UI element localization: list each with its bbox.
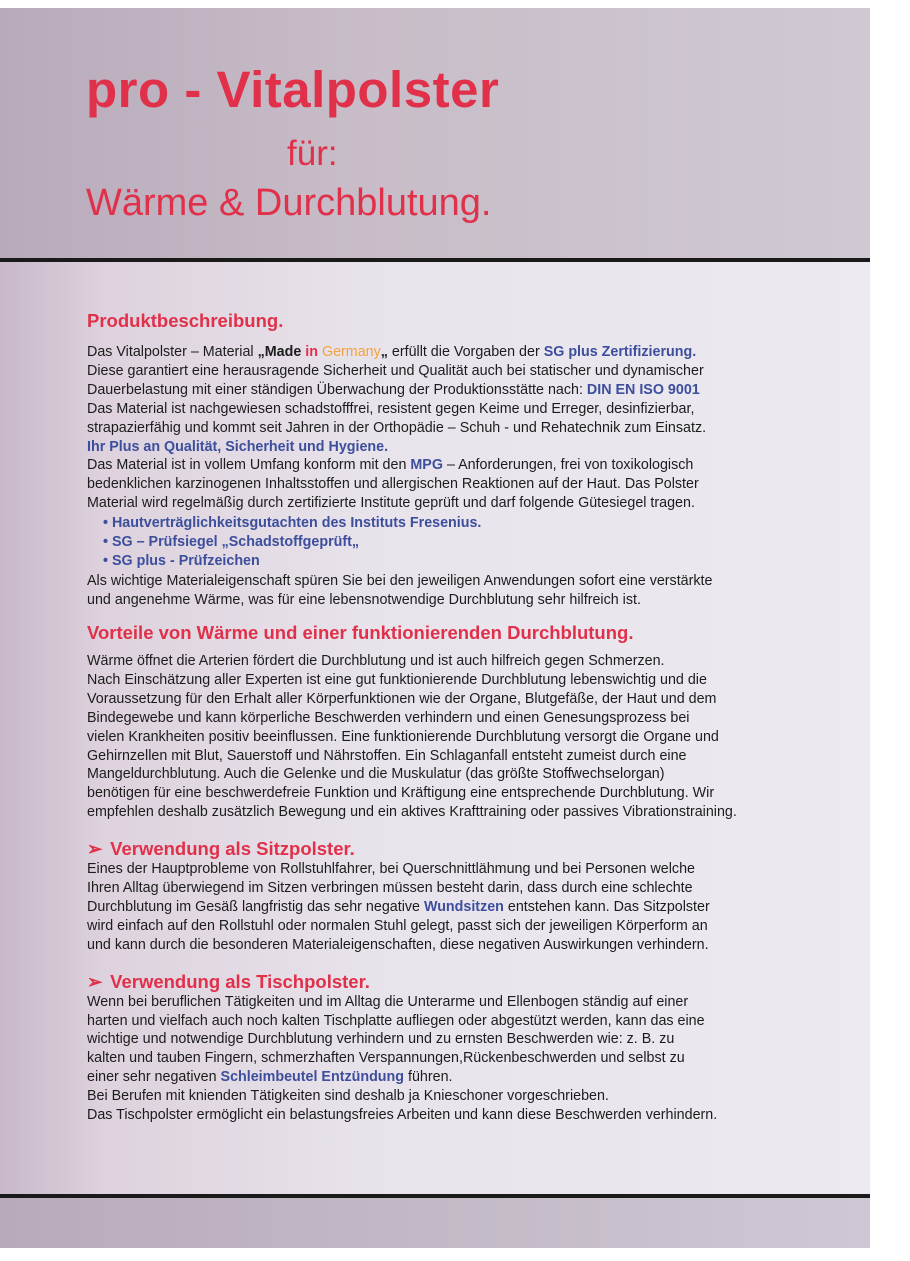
- paragraph-line: Bei Berufen mit knienden Tätigkeiten sind deshalb ja Knieschoner vorgeschrieben.: [87, 1088, 609, 1105]
- text-run: einer sehr negativen: [87, 1069, 221, 1086]
- text-run: führen.: [404, 1069, 453, 1086]
- arrow-bullet-icon: ➢: [87, 838, 103, 860]
- list-item: • SG plus - Prüfzeichen: [103, 553, 260, 570]
- text-made: „Made: [257, 344, 306, 360]
- paragraph-line: [87, 456, 827, 475]
- arrow-bullet-icon: ➢: [87, 970, 103, 992]
- paragraph-line: Wenn bei beruflichen Tätigkeiten und im Alltag die Unterarme und Ellenbogen ständig auf einer: [87, 993, 689, 1010]
- paragraph-line: Diese garantiert eine herausragende Sicherheit und Qualität auch bei statischer und dynamischer: [87, 362, 704, 379]
- paragraph-line: Mangeldurchblutung. Auch die Gelenke und die Muskulatur (das größte Stoffwechselorgan): [87, 766, 665, 783]
- paragraph-line: Voraussetzung für den Erhalt aller Körperfunktionen wie der Organe, Blutgefäße, der Haut und dem: [87, 690, 717, 707]
- paragraph-line: Das Tischpolster ermöglicht ein belastungsfreies Arbeiten und kann diese Beschwerden verhindern.: [87, 1107, 718, 1124]
- text-sg-plus-zertifizierung: SG plus Zertifizierung.: [543, 344, 697, 360]
- text-run: erfüllt die Vorgaben der: [387, 344, 544, 360]
- paragraph-line: [87, 381, 827, 400]
- text-quote: „: [380, 344, 388, 360]
- paragraph-line: strapazierfähig und kommt seit Jahren in der Orthopädie – Schuh - und Rehatechnik zum Einsatz.: [87, 419, 707, 436]
- paragraph-line: bedenklichen karzinogenen Inhaltsstoffen und allergischen Reaktionen auf der Haut. Das Polster: [87, 476, 699, 493]
- paragraph-line: Gehirnzellen mit Blut, Sauerstoff und Nährstoffen. Ein Schlaganfall entsteht zumeist durch eine: [87, 747, 687, 764]
- seal-list: [103, 514, 827, 571]
- section-heading-vorteile: Vorteile von Wärme und einer funktionierenden Durchblutung.: [87, 621, 634, 643]
- text-run: Durchblutung im Gesäß langfristig das sehr negative: [87, 898, 424, 915]
- section-heading-tischpolster: [87, 971, 827, 993]
- section-heading-sitzpolster: [87, 838, 827, 860]
- text-run: Das Vitalpolster – Material: [87, 344, 258, 360]
- paragraph-line: Als wichtige Materialeigenschaft spüren Sie bei den jeweiligen Anwendungen sofort eine verstärkte: [87, 573, 713, 590]
- paragraph-line: Nach Einschätzung aller Experten ist eine gut funktionierende Durchblutung lebenswichtig und die: [87, 671, 707, 688]
- list-item: • SG – Prüfsiegel „Schadstoffgeprüft„: [103, 534, 360, 551]
- paragraph-line: und kann durch die besonderen Materialeigenschaften, diese negativen Auswirkungen verhindern.: [87, 936, 709, 953]
- paragraph-line: und angenehme Wärme, was für eine lebensnotwendige Durchblutung sehr hilfreich ist.: [87, 592, 641, 609]
- footer-divider: [0, 1194, 870, 1198]
- paragraph-line: harten und vielfach auch noch kalten Tischplatte aufliegen oder abgestützt werden, kann das eine: [87, 1012, 705, 1029]
- page-subtitle-for: für:: [287, 134, 338, 173]
- footer-band: [0, 1198, 870, 1248]
- paragraph-line: kalten und tauben Fingern, schmerzhaften Verspannungen,Rückenbeschwerden und selbst zu: [87, 1050, 685, 1067]
- document-body: [87, 309, 827, 1125]
- heading-text: Verwendung als Tischpolster.: [110, 970, 370, 992]
- section-heading-produktbeschreibung: Produktbeschreibung.: [87, 310, 284, 331]
- text-schleimbeutel: Schleimbeutel Entzündung: [220, 1069, 405, 1086]
- paragraph-line: [87, 343, 827, 362]
- text-mpg: MPG: [410, 457, 443, 474]
- text-germany: Germany: [321, 344, 381, 360]
- heading-text: Verwendung als Sitzpolster.: [110, 838, 355, 860]
- text-din-iso: DIN EN ISO 9001: [586, 381, 700, 398]
- paragraph-line: benötigen für eine beschwerdefreie Funktion und Kräftigung eine entsprechende Durchblutung. Wir: [87, 785, 715, 802]
- paragraph-line: empfehlen deshalb zusätzlich Bewegung und ein aktives Krafttraining oder passives Vibrationstraining.: [87, 804, 737, 821]
- paragraph-line: [87, 1068, 827, 1087]
- list-item: • Hautverträglichkeitsgutachten des Instituts Fresenius.: [103, 515, 482, 532]
- text-run: Dauerbelastung mit einer ständigen Überwachung der Produktionsstätte nach:: [87, 381, 587, 398]
- paragraph-line: vielen Krankheiten positiv beeinflussen. Eine funktionierende Durchblutung versorgt die Organe und: [87, 728, 719, 745]
- highlight-line: Ihr Plus an Qualität, Sicherheit und Hygiene.: [87, 438, 389, 455]
- header-divider: [0, 258, 870, 262]
- text-in: in: [305, 344, 322, 360]
- paragraph-line: Bindegewebe und kann körperliche Beschwerden verhindern und einen Genesungsprozess bei: [87, 709, 690, 726]
- page-subtitle-topic: Wärme & Durchblutung.: [86, 182, 492, 224]
- text-run: Das Material ist in vollem Umfang konform mit den: [87, 457, 411, 474]
- paragraph-line: Eines der Hauptprobleme von Rollstuhlfahrer, bei Querschnittlähmung und bei Personen welche: [87, 861, 695, 878]
- paragraph-line: [87, 898, 827, 917]
- page-title: pro - Vitalpolster: [86, 61, 500, 118]
- paragraph-line: Ihren Alltag überwiegend im Sitzen verbringen müssen besteht darin, dass durch eine schlechte: [87, 880, 693, 897]
- paragraph-line: Wärme öffnet die Arterien fördert die Durchblutung und ist auch hilfreich gegen Schmerzen.: [87, 652, 665, 669]
- paragraph-line: Das Material ist nachgewiesen schadstofffrei, resistent gegen Keime und Erreger, desinfizierbar,: [87, 400, 695, 417]
- text-wundsitzen: Wundsitzen: [423, 898, 504, 915]
- paragraph-line: Material wird regelmäßig durch zertifizierte Institute geprüft und darf folgende Gütesiegel tragen.: [87, 495, 695, 512]
- text-run: entstehen kann. Das Sitzpolster: [503, 898, 710, 915]
- paragraph-line: wichtige und notwendige Durchblutung verhindern und zu ernsten Beschwerden wie: z. B. zu: [87, 1031, 675, 1048]
- paragraph-line: wird einfach auf den Rollstuhl oder normalen Stuhl gelegt, passt sich der jeweiligen Körperform an: [87, 917, 708, 934]
- text-run: – Anforderungen, frei von toxikologisch: [442, 457, 694, 474]
